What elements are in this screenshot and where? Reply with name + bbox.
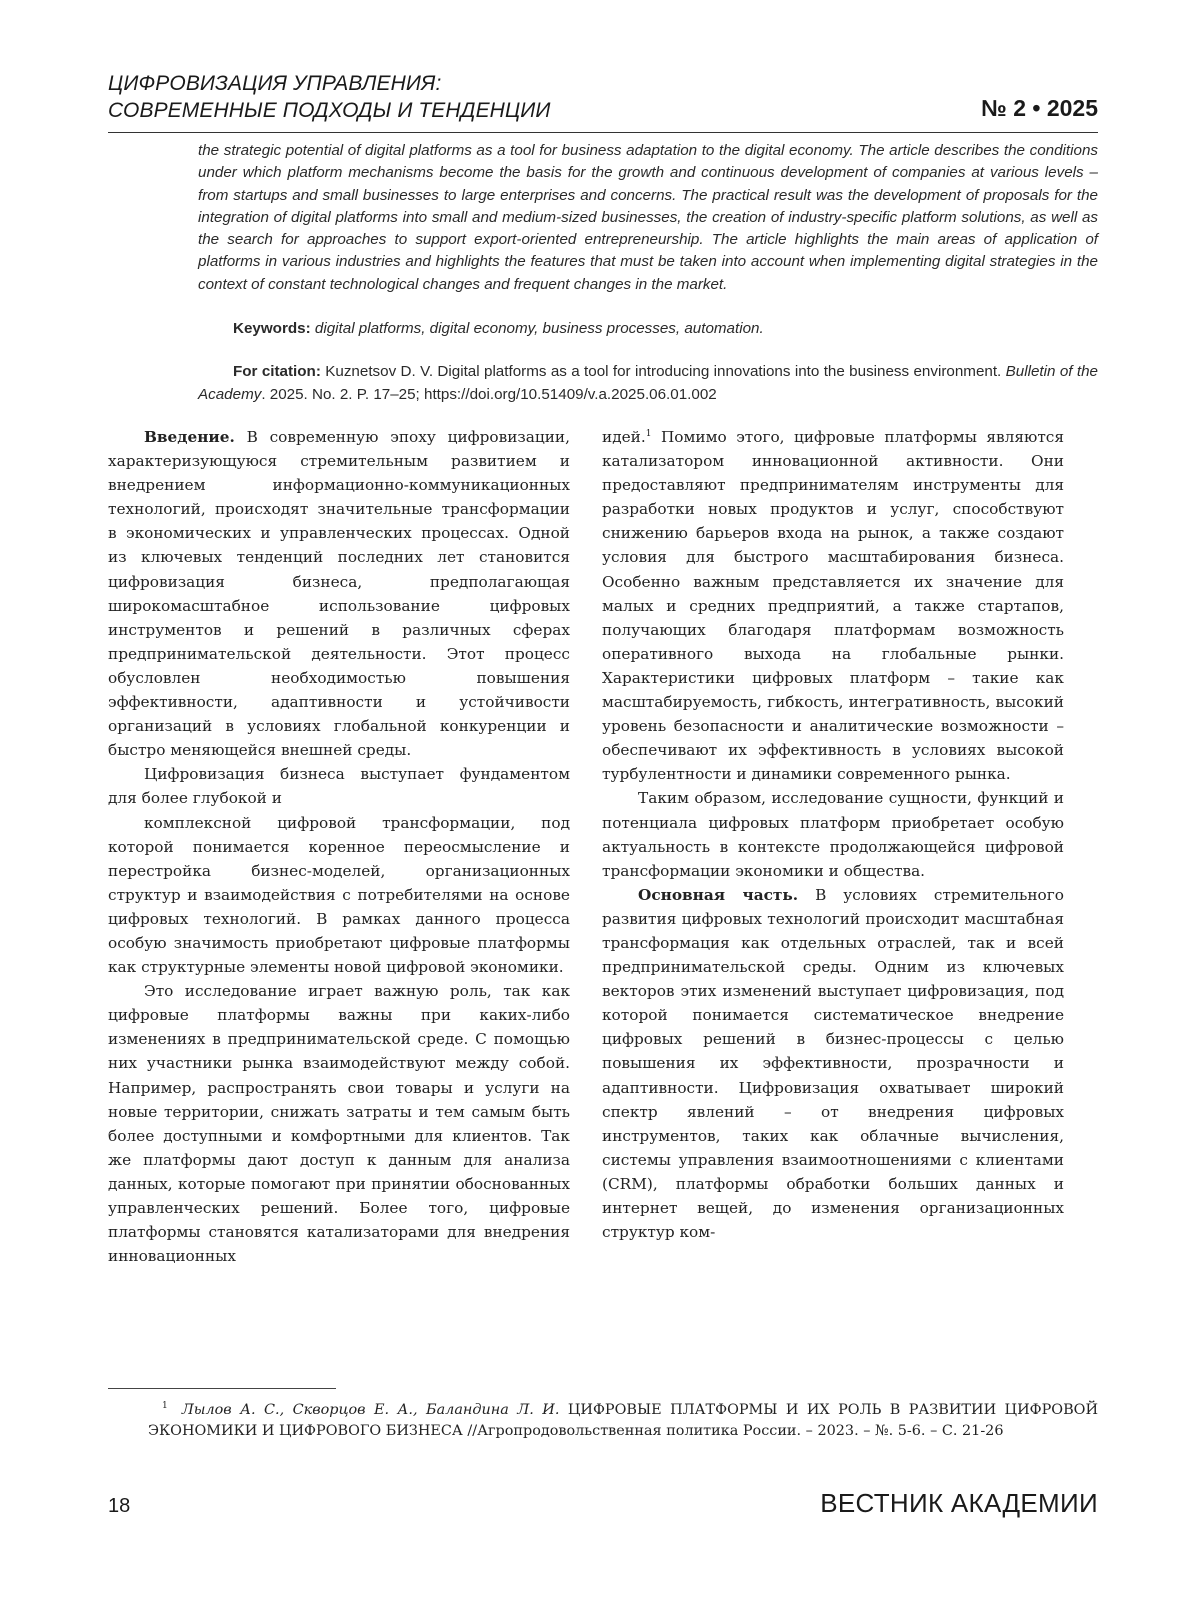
citation-journal: Bulletin of the Academy [198,363,1098,403]
right-column [602,425,1064,1244]
footnote-number: 1 [162,1401,168,1411]
keywords-text: digital platforms, digital economy, business processes, automation. [314,320,764,337]
paragraph: Это исследование играет важную роль, так как цифровые платформы важны при каких-либо изменениях в предпринимательской среде. С помощью них участники рынка взаимодействуют между собой. Например, распространять свои товары и услуги на новые территории, снижать затраты и тем самым быть более доступными и комфортными для клиентов. Так же платформы дают доступ к данным для анализа данных, которые помогают при принятии обоснованных управленческих решений. Более того, цифровые платформы становятся катализаторами для внедрения инновационных [108,982,570,1266]
left-column [108,425,570,1268]
paragraph-main-part [602,883,1064,1244]
issue-number: № 2 • 2025 [981,95,1098,121]
intro-text: В современную эпоху цифровизации, характеризующуюся стремительным развитием и внедрением информационно-коммуникационных технологий, происходят значительные трансформации в экономических и управленческих процессах. Одной из ключевых тенденций последних лет становится цифровизация бизнеса, предполагающая широкомасштабное использование цифровых инструментов и решений в различных сферах предпринимательской деятельности. Этот процесс обусловлен необходимостью повышения эффективности, адаптивности и устойчивости организаций в условиях глобальной конкуренции и быстро меняющейся внешней среды. [108,428,570,760]
paragraph-continued [602,425,1064,786]
paragraph-introduction [108,425,570,762]
header-divider [108,132,1098,133]
footnote-authors: Лылов А. С., Скворцов Е. А., Баландина Л. И. [181,1401,560,1418]
paragraph: Таким образом, исследование сущности, функций и потенциала цифровых платформ приобретает особую актуальность в контексте продолжающейся цифровой трансформации экономики и общества. [602,789,1064,880]
paragraph: комплексной цифровой трансформации, под которой понимается коренное переосмысление и перестройка бизнес-моделей, организационных структур и взаимодействия с потребителями на основе цифровых технологий. В рамках данного процесса особую значимость приобретают цифровые платформы как структурные элементы новой цифровой экономики. [108,813,570,977]
citation-label: For citation: [233,363,321,380]
page-number: 18 [108,1495,131,1517]
citation [198,360,1098,406]
section-title-line1: ЦИФРОВИЗАЦИЯ УПРАВЛЕНИЯ: [108,72,442,95]
keywords-label: Keywords: [233,320,311,337]
footnote-text: ЦИФРОВЫЕ ПЛАТФОРМЫ И ИХ РОЛЬ В РАЗВИТИИ ЦИФРОВОЙ ЭКОНОМИКИ И ЦИФРОВОГО БИЗНЕСА //Агропродовольственная политика России. – 2023. – №. 5-6. – С. 21-26 [148,1401,1098,1439]
running-header [108,70,1098,132]
citation-details: . 2025. No. 2. P. 17–25; https://doi.org/10.51409/v.a.2025.06.01.002 [261,386,717,403]
keywords [233,318,1098,340]
citation-text: Kuznetsov D. V. Digital platforms as a tool for introducing innovations into the business environment. [325,363,1002,380]
paragraph-start: идей. [602,428,646,446]
footnote-reference[interactable]: 1 [645,428,652,439]
footnote-divider [108,1388,336,1389]
journal-name: ВЕСТНИК АКАДЕМИИ [820,1488,1098,1518]
intro-heading: Введение. [144,428,235,446]
paragraph: Цифровизация бизнеса выступает фундаментом для более глубокой и [108,765,570,808]
paragraph-rest: Помимо этого, цифровые платформы являются катализатором инновационной активности. Они предоставляют предпринимателям инструменты для разработки новых продуктов и услуг, способствуют снижению барьеров входа на рынок, а также создают условия для быстрого масштабирования бизнеса. Особенно важным представляется их значение для малых и средних предприятий, а также стартапов, получающих благодаря платформам возможность оперативного выхода на глобальные рынки. Характеристики цифровых платформ – такие как масштабируемость, гибкость, интегративность, высокий уровень безопасности и аналитические возможности – обеспечивают их эффективность в условиях высокой турбулентности и динамики современного рынка. [602,428,1064,784]
section-title-line2: СОВРЕМЕННЫЕ ПОДХОДЫ И ТЕНДЕНЦИИ [108,99,551,122]
footnote [148,1396,1098,1442]
main-part-heading: Основная часть. [638,885,799,904]
abstract-text: the strategic potential of digital platforms as a tool for business adaptation to the digital economy. The article describes the conditions under which platform mechanisms become the basis for the growth and continuous development of companies at various levels – from startups and small businesses to large enterprises and concerns. The practical result was the development of proposals for the integration of digital platforms into small and medium-sized businesses, the creation of industry-specific platform solutions, as well as the search for approaches to support export-oriented entrepreneurship. The article highlights the main areas of application of platforms in various industries and highlights the features that must be taken into account when implementing digital strategies in the context of constant technological changes and frequent changes in the market. [198,142,1098,293]
section-title [108,70,551,124]
main-part-text: В условиях стремительного развития цифровых технологий происходит масштабная трансформация как отдельных отраслей, так и всей предпринимательской среды. Одним из ключевых векторов этих изменений выступает цифровизация, под которой понимается систематическое внедрение цифровых решений в бизнес-процессы с целью повышения их эффективности, прозрачности и адаптивности. Цифровизация охватывает широкий спектр явлений – от внедрения цифровых инструментов, таких как облачные вычисления, системы управления взаимоотношениями с клиентами (CRM), платформы обработки больших данных и интернет вещей, до изменения организационных структур ком- [602,885,1064,1242]
